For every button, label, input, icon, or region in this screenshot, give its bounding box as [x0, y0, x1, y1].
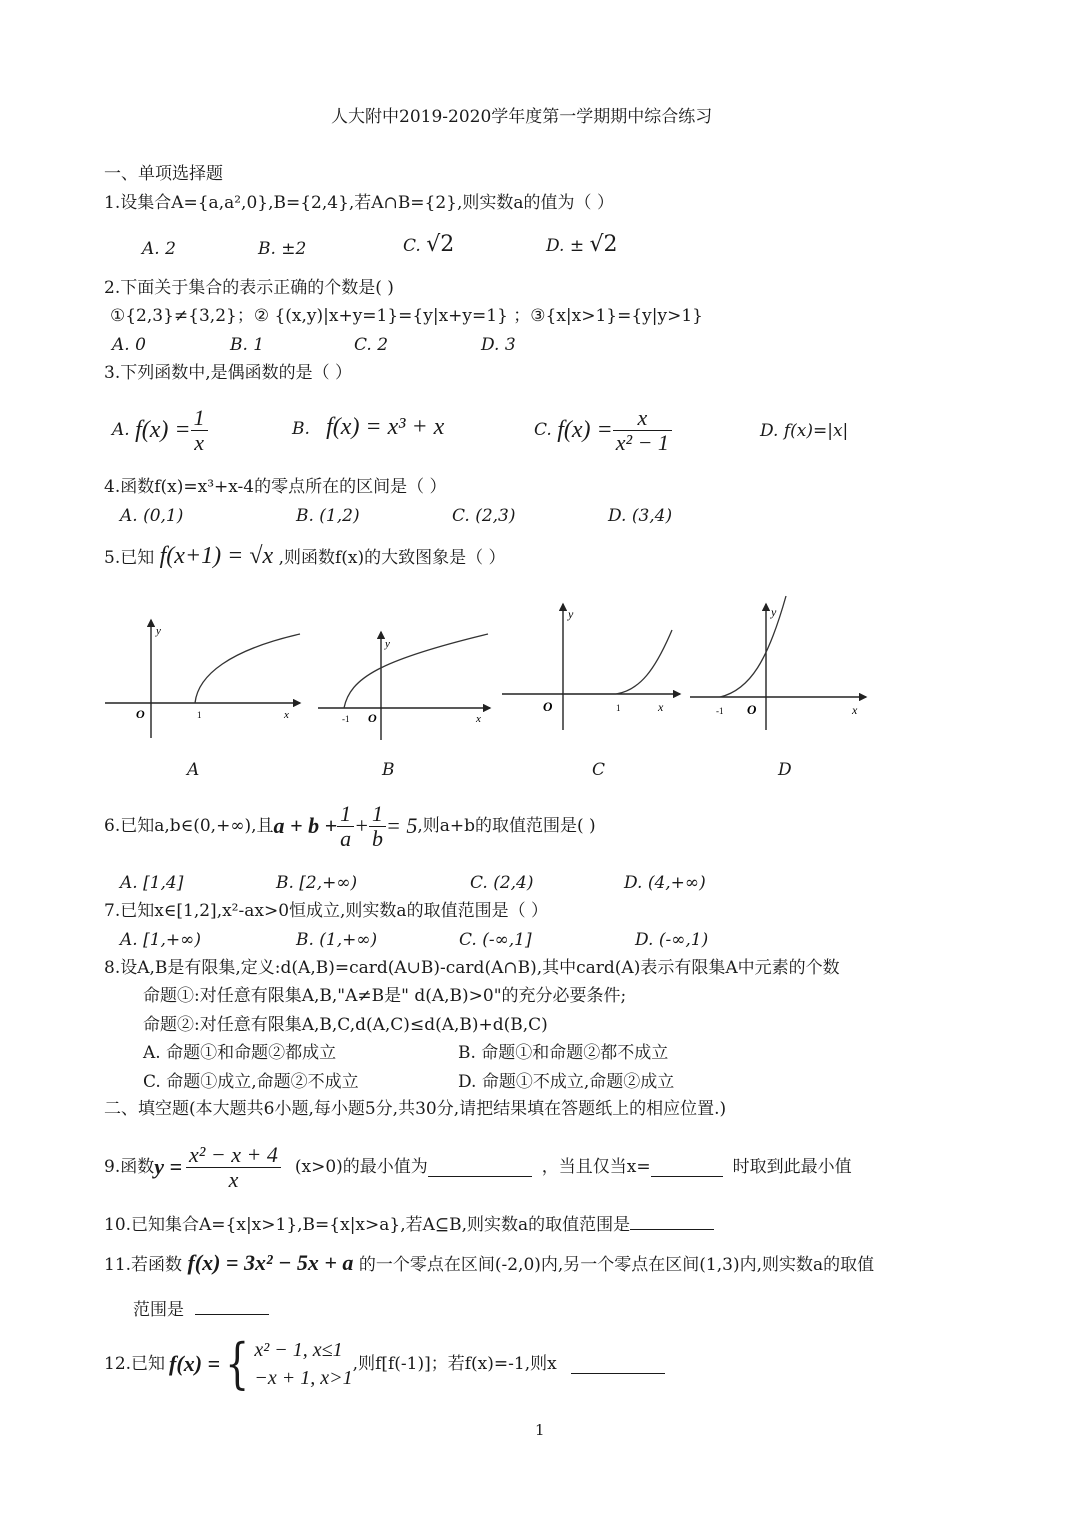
q12-brace: {	[225, 1332, 250, 1395]
q11-blank	[195, 1296, 269, 1315]
q9-blank-1	[428, 1158, 532, 1177]
q3-option-c	[534, 402, 672, 458]
q9-denominator: x	[228, 1166, 239, 1192]
graph-c-x-label: x	[658, 700, 664, 714]
q10-blank	[630, 1211, 714, 1230]
q2-stem: 2.下面关于集合的表示正确的个数是( )	[104, 278, 394, 298]
q1-option-d	[546, 234, 618, 257]
q5-stem	[104, 541, 506, 573]
q12-pre: 12.已知	[104, 1354, 166, 1374]
graph-c	[502, 604, 680, 730]
section-heading-2: 二、填空题(本大题共6小题,每小题5分,共30分,请把结果填在答题纸上的相应位置.)	[104, 1099, 727, 1119]
q2-option-d: D. 3	[481, 335, 516, 355]
q6-sum: a + b +	[273, 813, 338, 838]
q3-option-b-label: B.	[292, 419, 310, 439]
q9-y: y =	[154, 1154, 183, 1179]
q4-option-d: D. (3,4)	[608, 506, 673, 526]
graph-c-y-label: y	[568, 607, 574, 621]
q4-option-b: B. (1,2)	[296, 506, 360, 526]
q9-fraction	[186, 1143, 281, 1192]
q3-c-numerator: x	[613, 406, 672, 431]
q8-option-b: B. 命题①和命题②都不成立	[458, 1043, 669, 1063]
q8-option-c: C. 命题①成立,命题②不成立	[143, 1072, 359, 1092]
q9-stem	[104, 1138, 852, 1196]
q3-option-c-fraction	[613, 406, 672, 455]
q1-option-d-value: √2	[589, 232, 618, 257]
q11-pre: 11.若函数	[104, 1255, 183, 1275]
q3-option-b-func: f(x) = x³ + x	[326, 414, 445, 440]
q3-a-numerator: 1	[191, 406, 208, 431]
q6-fraction-a-num: 1	[337, 802, 354, 827]
page-title: 人大附中2019-2020学年度第一学期期中综合练习	[331, 107, 713, 127]
graph-a-curve	[195, 634, 300, 703]
q11-line-2	[133, 1296, 269, 1321]
q5-pre: 5.已知	[104, 548, 155, 568]
graph-b-x-label: x	[476, 713, 481, 725]
q6-plus: +	[354, 813, 369, 838]
q12-stem	[104, 1332, 665, 1396]
q4-option-c: C. (2,3)	[452, 506, 516, 526]
graph-b-y-label: y	[385, 638, 390, 650]
q7-stem: 7.已知x∈[1,2],x²-ax>0恒成立,则实数a的取值范围是（ ）	[104, 901, 548, 921]
q6-option-d: D. (4,+∞)	[624, 873, 706, 893]
q7-option-d: D. (-∞,1)	[635, 930, 709, 950]
q1-option-b: B. ±2	[258, 239, 307, 259]
graph-a-origin: O	[136, 707, 145, 721]
q9-numerator: x² − x + 4	[186, 1143, 281, 1168]
graph-b	[318, 632, 490, 740]
q6-eq: = 5	[385, 813, 418, 838]
q12-cases	[254, 1336, 352, 1392]
graph-b-label: B	[382, 760, 395, 780]
q11-line2-text: 范围是	[133, 1300, 184, 1320]
graph-c-tick-1: 1	[616, 703, 621, 713]
graph-a-tick-1: 1	[197, 710, 202, 720]
q1-option-c	[403, 234, 454, 257]
q10-text: 10.已知集合A={x|x>1},B={x|x>a},若A⊆B,则实数a的取值范围是	[104, 1215, 631, 1235]
q12-case-2: −x + 1, x>1	[254, 1367, 353, 1389]
q1-option-c-value: √2	[426, 232, 455, 257]
graph-d-x-label: x	[852, 703, 858, 717]
q9-mid: (x>0)的最小值为	[294, 1157, 428, 1177]
q10-stem	[104, 1211, 714, 1236]
q12-post: ,则f[f(-1)]；若f(x)=-1,则x	[352, 1354, 557, 1374]
q3-stem: 3.下列函数中,是偶函数的是（ ）	[104, 363, 353, 383]
q3-option-a-func: f(x) =	[135, 417, 191, 443]
q5-graphs	[100, 590, 880, 750]
q12-blank	[571, 1355, 665, 1374]
graph-d-label: D	[778, 760, 792, 780]
q3-option-c-func: f(x) =	[557, 417, 613, 443]
graph-d	[690, 596, 866, 730]
q1-option-c-label: C.	[403, 236, 421, 256]
q3-option-a-fraction	[191, 406, 208, 455]
graph-d-tick-m1: -1	[716, 706, 724, 716]
q11-formula: f(x) = 3x² − 5x + a	[187, 1250, 354, 1275]
q2-option-a: A. 0	[112, 335, 146, 355]
q3-option-b	[292, 416, 444, 440]
q1-stem: 1.设集合A={a,a²,0},B={2,4},若A∩B={2},则实数a的值为（ ）	[104, 193, 614, 213]
q6-fraction-a-den: a	[340, 825, 352, 851]
q3-option-a	[112, 402, 208, 458]
q9-mid2: ，当且仅当x=	[541, 1157, 651, 1177]
q6-option-b: B. [2,+∞)	[276, 873, 358, 893]
q12-case-1: x² − 1, x≤1	[254, 1339, 343, 1361]
q7-option-c: C. (-∞,1]	[459, 930, 532, 950]
graph-d-y-label: y	[771, 605, 777, 619]
q3-option-c-label: C.	[534, 420, 552, 440]
q4-stem: 4.函数f(x)=x³+x-4的零点所在的区间是（ ）	[104, 477, 447, 497]
q3-a-denominator: x	[194, 429, 204, 455]
q6-option-a: A. [1,4]	[120, 873, 184, 893]
q8-proposition-2: 命题②:对任意有限集A,B,C,d(A,C)≤d(A,B)+d(B,C)	[143, 1015, 548, 1035]
graph-b-curve	[344, 634, 488, 708]
q4-option-a: A. (0,1)	[120, 506, 184, 526]
graph-a-label: A	[187, 760, 200, 780]
q1-option-a: A. 2	[142, 239, 176, 259]
q5-post: ,则函数f(x)的大致图象是（ ）	[278, 548, 506, 568]
q9-pre: 9.函数	[104, 1157, 155, 1177]
q6-stem	[104, 798, 596, 854]
q9-blank-2	[651, 1158, 723, 1177]
q3-option-a-label: A.	[112, 420, 130, 440]
section-heading-1: 一、单项选择题	[104, 164, 223, 184]
graph-a-x-label: x	[284, 709, 289, 721]
q6-pre: 6.已知a,b∈(0,+∞),且	[104, 816, 274, 836]
q8-option-a: A. 命题①和命题②都成立	[143, 1043, 337, 1063]
graph-d-origin: O	[747, 702, 757, 717]
q11-post: 的一个零点在区间(-2,0)内,另一个零点在区间(1,3)内,则实数a的取值	[358, 1255, 875, 1275]
graph-c-label: C	[592, 760, 606, 780]
graph-b-origin: O	[368, 711, 377, 725]
q6-fraction-b	[369, 802, 386, 851]
q2-option-b: B. 1	[230, 335, 265, 355]
q5-formula: f(x+1) = √x	[159, 543, 274, 569]
q6-post: ,则a+b的取值范围是( )	[417, 816, 596, 836]
graph-a-y-label: y	[156, 625, 161, 637]
q2-option-c: C. 2	[354, 335, 389, 355]
q6-option-c: C. (2,4)	[470, 873, 534, 893]
q9-post: 时取到此最小值	[732, 1157, 852, 1177]
q7-option-a: A. [1,+∞)	[120, 930, 201, 950]
graph-b-tick-m1: -1	[342, 714, 350, 724]
q8-stem: 8.设A,B是有限集,定义:d(A,B)=card(A∪B)-card(A∩B),其中card(A)表示有限集A中元素的个数	[104, 958, 840, 978]
q6-fraction-a	[337, 802, 354, 851]
q12-func: f(x) =	[169, 1351, 221, 1376]
graph-c-origin: O	[543, 699, 553, 714]
q8-option-d: D. 命题①不成立,命题②成立	[458, 1072, 675, 1092]
q3-c-denominator: x² − 1	[615, 429, 669, 455]
q8-proposition-1: 命题①:对任意有限集A,B,"A≠B是" d(A,B)>0"的充分必要条件;	[143, 986, 627, 1006]
graph-c-curve	[563, 630, 672, 694]
q3-option-d: D. f(x)=|x|	[760, 421, 849, 441]
page-number: 1	[535, 1421, 545, 1439]
q11-stem	[104, 1249, 874, 1279]
q6-fraction-b-num: 1	[369, 802, 386, 827]
q2-items: ①{2,3}≠{3,2}；② {(x,y)|x+y=1}={y|x+y=1} ；③{x|x>1}={y|y>1}	[110, 306, 703, 326]
q7-option-b: B. (1,+∞)	[296, 930, 378, 950]
q6-fraction-b-den: b	[371, 825, 383, 851]
q1-option-d-label: D. ±	[546, 236, 585, 256]
graph-a	[105, 620, 300, 738]
